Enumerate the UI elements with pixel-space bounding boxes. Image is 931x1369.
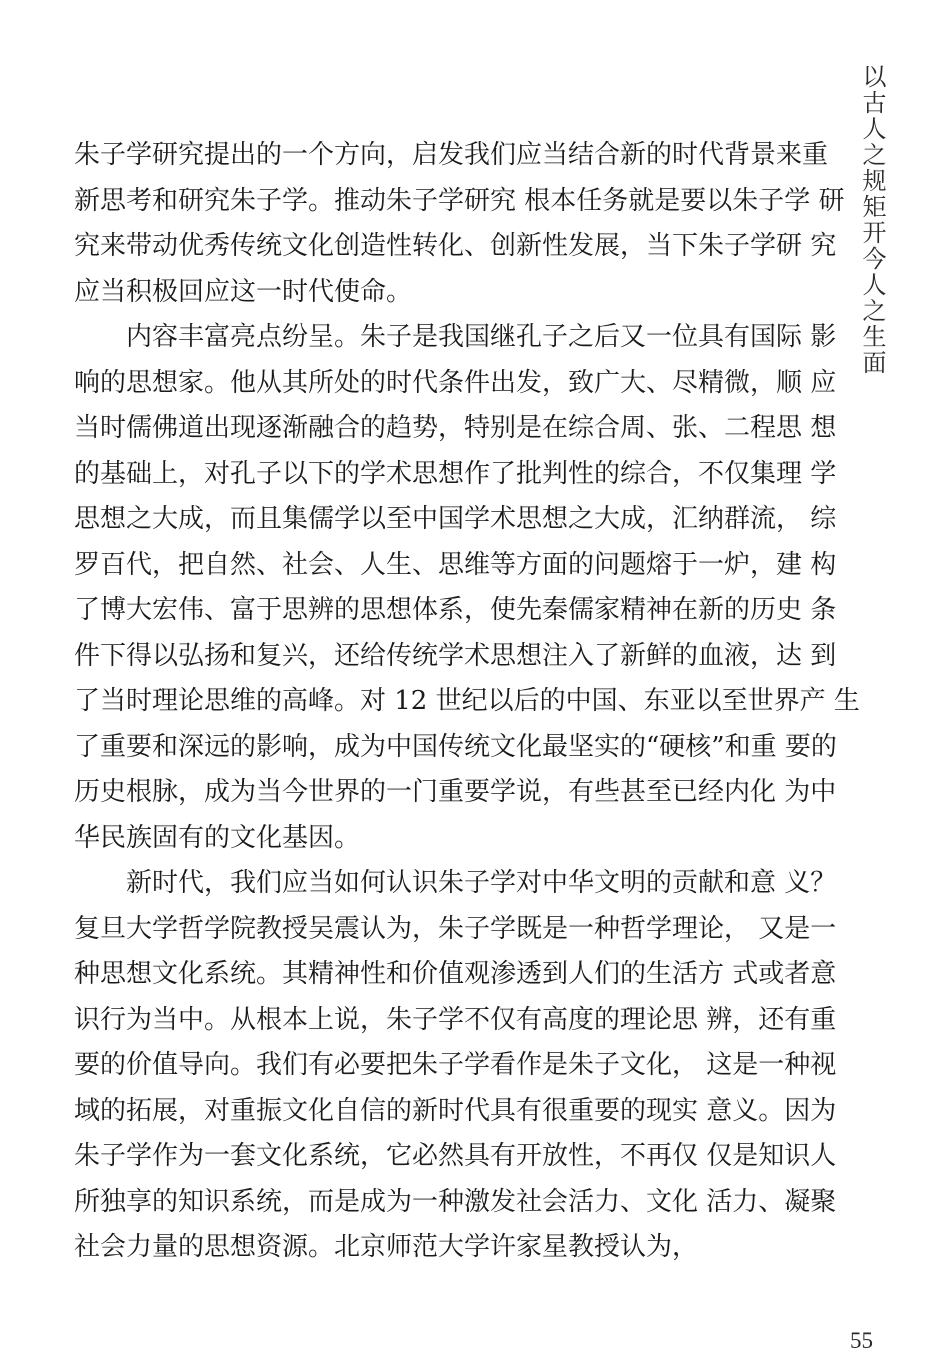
text-line: 应当积极回应这一时代使命。 [74,276,413,307]
text-line: 历史根脉，成为当今世界的一门重要学说，有些甚至已经内化 为中 [74,777,837,807]
text-line: 的基础上，对孔子以下的学术思想作了批判性的综合，不仅集理 学 [74,458,837,489]
text-line: 响的思想家。他从其所处的时代条件出发，致广大、尽精微，顺 应 [74,367,837,398]
text-line: 新思考和研究朱子学。推动朱子学研究 根本任务就是要以朱子学 研 [74,185,845,216]
text-line: 域的拓展，对重振文化自信的新时代具有很重要的现实 意义。因为 [74,1095,837,1126]
text-line: 究来带动优秀传统文化创造性转化、创新性发展，当下朱子学研 究 [74,231,837,261]
text-line: 识行为当中。从根本上说，朱子学不仅有高度的理论思 辨，还有重 [74,1004,837,1035]
text-line: 华民族固有的文化基因。 [74,822,361,853]
page-number: 55 [850,1328,873,1353]
text-line: 了博大宏伟、富于思辨的思想体系，使先秦儒家精神在新的历史 条 [74,595,837,625]
text-line: 种思想文化系统。其精神性和价值观渗透到人们的生活方 式或者意 [74,959,837,989]
text-line: 了当时理论思维的高峰。对 12 世纪以后的中国、东亚以至世界产 生 [74,686,860,716]
text-line: 新时代，我们应当如何认识朱子学对中华文明的贡献和意 义？ [74,868,837,898]
text-line: 朱子学作为一套文化系统，它必然具有开放性，不再仅 仅是知识人 [74,1141,837,1171]
text-line: 复旦大学哲学院教授吴震认为，朱子学既是一种哲学理论， 又是一 [74,913,837,944]
body-text [74,133,860,1271]
text-line: 所独享的知识系统，而是成为一种激发社会活力、文化 活力、凝聚 [74,1186,837,1217]
text-line: 罗百代，把自然、社会、人生、思维等方面的问题熔于一炉，建 构 [74,549,837,580]
text-line: 思想之大成，而且集儒学以至中国学术思想之大成，汇纳群流， 综 [74,504,837,534]
text-line: 了重要和深远的影响，成为中国传统文化最坚实的“硬核”和重 要的 [74,731,837,762]
text-line: 社会力量的思想资源。北京师范大学许家星教授认为， [74,1232,699,1262]
text-line: 内容丰富亮点纷呈。朱子是我国继孔子之后又一位具有国际 影 [74,322,837,352]
text-line: 要的价值导向。我们有必要把朱子学看作是朱子文化， 这是一种视 [74,1050,837,1080]
text-line: 件下得以弘扬和复兴，还给传统学术思想注入了新鲜的血液，达 到 [74,640,837,671]
text-line: 当时儒佛道出现逐渐融合的趋势，特别是在综合周、张、二程思 想 [74,413,837,443]
text-line: 朱子学研究提出的一个方向，启发我们应当结合新的时代背景来重 [74,140,829,170]
running-head: 以古人之规矩开今人之生面 [858,64,886,376]
